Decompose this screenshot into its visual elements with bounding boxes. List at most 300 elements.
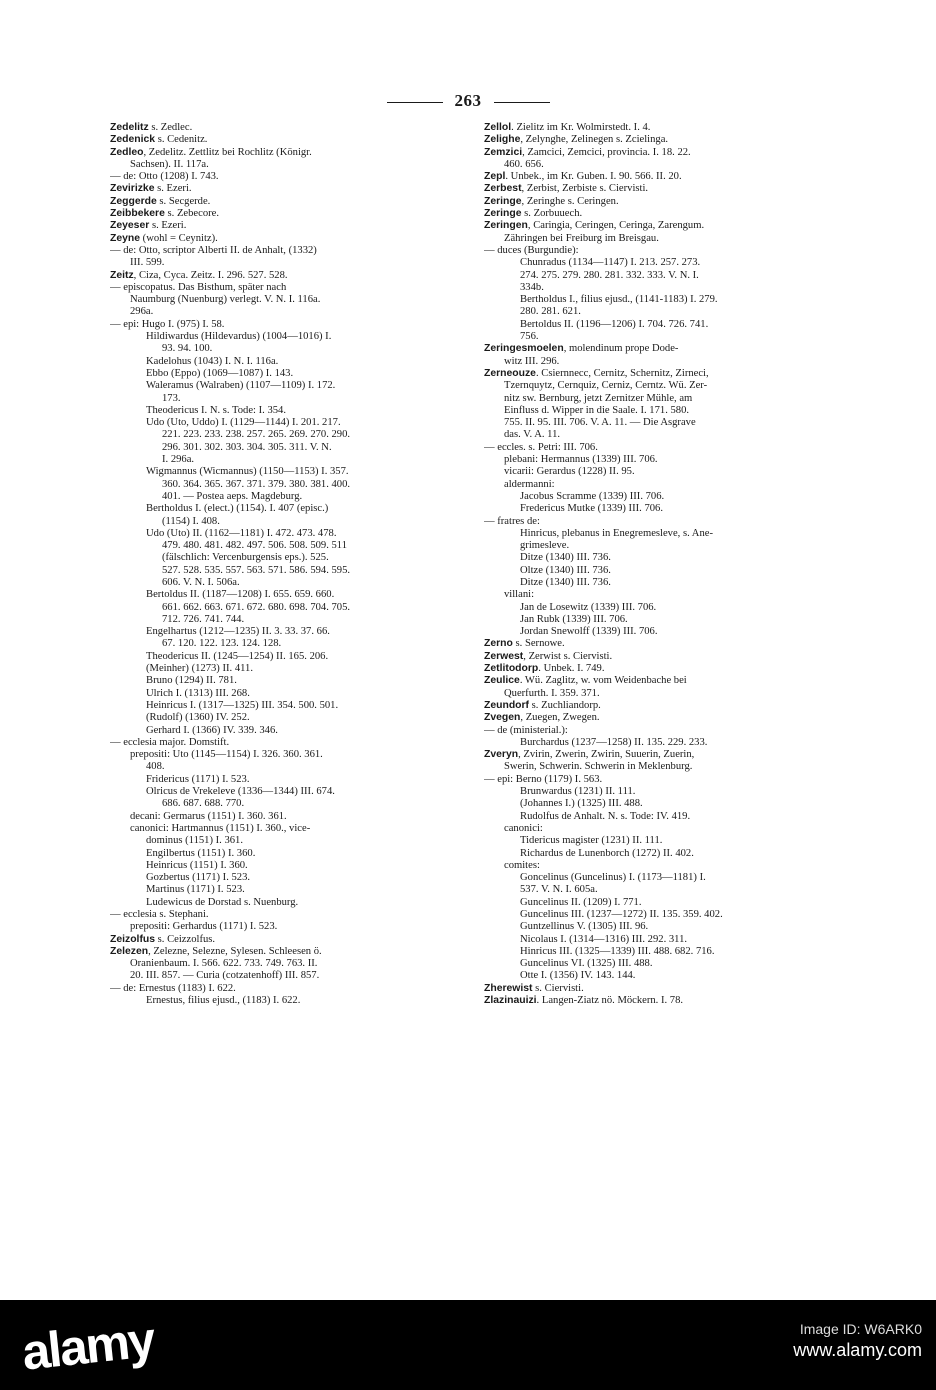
index-line xyxy=(110,872,464,884)
index-line xyxy=(110,183,464,195)
entry-text: Bruno (1294) II. 781. xyxy=(146,675,237,687)
headword: Zeitz xyxy=(110,269,134,281)
index-line xyxy=(110,417,464,429)
entry-text: — de (ministerial.): xyxy=(484,724,568,736)
index-line xyxy=(110,393,464,405)
entry-text: Ludewicus de Dorstad s. Nuenburg. xyxy=(146,896,299,908)
index-line xyxy=(484,712,830,724)
entry-text: Heinricus (1151) I. 360. xyxy=(146,859,248,871)
index-line xyxy=(110,577,464,589)
headword: Zellol xyxy=(484,122,512,133)
entry-text: 756. xyxy=(520,331,539,343)
index-line xyxy=(484,503,830,515)
index-line xyxy=(484,491,830,503)
index-line xyxy=(484,761,830,773)
index-line xyxy=(110,528,464,540)
index-line xyxy=(484,479,830,491)
index-line xyxy=(484,466,830,478)
headword: Zeringen xyxy=(484,220,528,232)
entry-text: 93. 94. 100. xyxy=(162,343,213,355)
headword: Zerno xyxy=(484,638,513,650)
index-line xyxy=(484,626,830,638)
index-line xyxy=(110,134,464,146)
index-line xyxy=(110,589,464,601)
entry-text: prepositi: Gerhardus (1171) I. 523. xyxy=(130,921,278,933)
entry-text: dominus (1151) I. 361. xyxy=(146,835,244,847)
entry-text: Querfurth. I. 359. 371. xyxy=(504,687,600,699)
index-line xyxy=(484,528,830,540)
index-line xyxy=(110,380,464,392)
right-column xyxy=(484,122,830,1007)
entry-text: vicarii: Gerardus (1228) II. 95. xyxy=(504,466,635,478)
entry-text: s. Cedenitz. xyxy=(155,134,208,146)
index-line xyxy=(110,909,464,921)
index-line xyxy=(484,884,830,896)
entry-text: s. Zedlec. xyxy=(148,122,193,133)
index-line xyxy=(484,934,830,946)
index-line xyxy=(484,540,830,552)
index-line xyxy=(484,823,830,835)
entry-text: 67. 120. 122. 123. 124. 128. xyxy=(162,638,282,650)
index-line xyxy=(110,884,464,896)
index-line xyxy=(110,270,464,282)
entry-text: — de: Ernestus (1183) I. 622. xyxy=(110,982,236,994)
entry-text: Hinricus, plebanus in Enegremesleve, s. Ane- xyxy=(520,527,713,539)
index-line xyxy=(484,798,830,810)
headword: Zeringe xyxy=(484,195,522,207)
headword: Zedenick xyxy=(110,134,156,146)
entry-text: Heinricus I. (1317—1325) III. 354. 500. 501. xyxy=(146,699,339,711)
headword: Zemzici xyxy=(484,146,523,158)
entry-text: , Zvirin, Zwerin, Zwirin, Suuerin, Zuerin, xyxy=(518,749,695,761)
entry-text: . Langen-Ziatz nö. Möckern. I. 78. xyxy=(536,995,684,1007)
entry-text: , Caringia, Ceringen, Ceringa, Zarengum. xyxy=(527,220,705,232)
entry-text: Ditze (1340) III. 736. xyxy=(520,576,611,588)
entry-text: Rudolfus de Anhalt. N. s. Tode: IV. 419. xyxy=(520,810,691,822)
entry-text: 334b. xyxy=(520,281,544,293)
index-line xyxy=(484,651,830,663)
site-url: www.alamy.com xyxy=(793,1340,922,1360)
index-line xyxy=(110,725,464,737)
index-line xyxy=(484,331,830,343)
index-line xyxy=(110,798,464,810)
index-line xyxy=(484,897,830,909)
index-line xyxy=(484,294,830,306)
entry-text: 274. 275. 279. 280. 281. 332. 333. V. N. I. xyxy=(520,269,699,281)
entry-text: Guntzellinus V. (1305) III. 96. xyxy=(520,921,649,933)
entry-text: — fratres de: xyxy=(484,515,540,527)
index-line xyxy=(484,577,830,589)
entry-text: — ecclesia major. Domstift. xyxy=(110,736,230,748)
headword: Zlazinauizi xyxy=(484,995,537,1007)
index-line xyxy=(110,823,464,835)
entry-text: , Zamcici, Zemcici, provincia. I. 18. 22. xyxy=(522,146,691,158)
index-line xyxy=(484,700,830,712)
index-line xyxy=(110,257,464,269)
index-line xyxy=(110,319,464,331)
entry-text: s. Ciervisti. xyxy=(532,982,584,994)
entry-text: 686. 687. 688. 770. xyxy=(162,798,245,810)
headword: Zeundorf xyxy=(484,699,530,711)
headword: Zedelitz xyxy=(110,122,149,133)
headword: Zeyeser xyxy=(110,220,150,232)
entry-text: Guncelinus III. (1237—1272) II. 135. 359. 402. xyxy=(520,909,723,920)
image-id-block xyxy=(793,1321,922,1361)
entry-text: s. Ezeri. xyxy=(154,183,192,195)
index-line xyxy=(110,614,464,626)
index-line xyxy=(484,860,830,872)
index-line xyxy=(110,565,464,577)
entry-text: Goncelinus (Guncelinus) I. (1173—1181) I. xyxy=(520,872,706,884)
headword: Zeringe xyxy=(484,208,522,220)
index-line xyxy=(110,245,464,257)
index-line xyxy=(484,638,830,650)
entry-text: (wohl = Ceynitz). xyxy=(140,232,218,244)
entry-text: witz III. 296. xyxy=(504,355,560,367)
index-line xyxy=(484,589,830,601)
entry-text: s. Zebecore. xyxy=(164,208,219,220)
entry-text: Bertoldus II. (1187—1208) I. 655. 659. 660. xyxy=(146,589,335,601)
entry-text: Bertholdus I. (elect.) (1154). I. 407 (episc.) xyxy=(146,503,329,515)
entry-text: (Rudolf) (1360) IV. 252. xyxy=(146,712,250,724)
index-line xyxy=(484,774,830,786)
headword: Zerneouze xyxy=(484,367,536,379)
index-line xyxy=(484,872,830,884)
entry-text: (Meinher) (1273) II. 411. xyxy=(146,663,253,675)
entry-text: Einfluss d. Wipper in die Saale. I. 171. 580. xyxy=(504,404,690,416)
headword: Zeizolfus xyxy=(110,933,156,945)
index-line xyxy=(484,983,830,995)
index-line xyxy=(110,540,464,552)
index-line xyxy=(110,626,464,638)
index-line xyxy=(484,688,830,700)
entry-text: Ebbo (Eppo) (1069—1087) I. 143. xyxy=(146,367,294,379)
index-line xyxy=(484,675,830,687)
entry-text: Hildiwardus (Hildevardus) (1004—1016) I. xyxy=(146,331,332,343)
index-line xyxy=(484,196,830,208)
index-line xyxy=(484,147,830,159)
headword: Zeibbekere xyxy=(110,208,165,220)
index-line xyxy=(110,405,464,417)
index-line xyxy=(484,516,830,528)
entry-text: 20. III. 857. — Curia (cotzatenhoff) III. 857. xyxy=(130,970,320,982)
index-line xyxy=(110,466,464,478)
index-line xyxy=(110,638,464,650)
index-line xyxy=(110,454,464,466)
entry-text: III. 599. xyxy=(130,257,165,269)
headword: Zerwest xyxy=(484,650,524,662)
index-line xyxy=(110,970,464,982)
index-line xyxy=(110,233,464,245)
index-line xyxy=(110,749,464,761)
index-line xyxy=(484,946,830,958)
entry-text: Ernestus, filius ejusd., (1183) I. 622. xyxy=(146,995,301,1007)
entry-text: , Zelynghe, Zelinegen s. Zcielinga. xyxy=(520,134,669,146)
index-line xyxy=(110,737,464,749)
entry-text: Bertoldus II. (1196—1206) I. 704. 726. 741. xyxy=(520,318,709,330)
entry-text: . Wü. Zaglitz, w. vom Weidenbache bei xyxy=(519,675,687,687)
index-line xyxy=(484,245,830,257)
index-line xyxy=(484,220,830,232)
index-line xyxy=(110,651,464,663)
entry-text: prepositi: Uto (1145—1154) I. 326. 360. 361. xyxy=(130,749,323,761)
index-line xyxy=(110,663,464,675)
index-line xyxy=(110,848,464,860)
headword: Zetlitodorp xyxy=(484,663,539,675)
entry-text: , Zelezne, Selezne, Sylesen. Schleesen ö. xyxy=(148,945,322,957)
index-line xyxy=(110,331,464,343)
entry-text: das. V. A. 11. xyxy=(504,429,561,441)
entry-text: Guncelinus VI. (1325) III. 488. xyxy=(520,958,653,970)
index-line xyxy=(484,257,830,269)
index-line xyxy=(484,454,830,466)
index-line xyxy=(110,479,464,491)
left-column xyxy=(110,122,464,1007)
page-number: 263 xyxy=(0,91,936,111)
index-line xyxy=(484,122,830,134)
entry-text: , Zerbist, Zerbiste s. Ciervisti. xyxy=(521,183,649,195)
index-line xyxy=(484,393,830,405)
index-line xyxy=(484,208,830,220)
index-line xyxy=(484,183,830,195)
entry-text: Chunradus (1134—1147) I. 213. 257. 273. xyxy=(520,257,701,269)
headword: Zerbest xyxy=(484,183,522,195)
entry-text: 755. II. 95. III. 706. V. A. 11. — Die Asgrave xyxy=(504,417,696,429)
headword: Zeyne xyxy=(110,232,141,244)
entry-text: Ulrich I. (1313) III. 268. xyxy=(146,687,250,699)
entry-text: 360. 364. 365. 367. 371. 379. 380. 381. 400. xyxy=(162,478,351,490)
index-line xyxy=(484,737,830,749)
index-line xyxy=(484,270,830,282)
index-line xyxy=(110,934,464,946)
entry-text: — epi: Berno (1179) I. 563. xyxy=(484,773,603,785)
index-line xyxy=(110,688,464,700)
index-line xyxy=(110,516,464,528)
entry-text: decani: Germarus (1151) I. 360. 361. xyxy=(130,810,287,822)
entry-text: 479. 480. 481. 482. 497. 506. 508. 509. 511 xyxy=(162,540,347,552)
entry-text: Brunwardus (1231) II. 111. xyxy=(520,786,636,798)
entry-text: . Unbek., im Kr. Guben. I. 90. 566. II. 20. xyxy=(505,171,682,183)
index-line xyxy=(110,491,464,503)
index-line xyxy=(484,614,830,626)
index-line xyxy=(110,356,464,368)
entry-text: Olricus de Vrekeleve (1336—1344) III. 674. xyxy=(146,786,335,798)
entry-text: Jan Rubk (1339) III. 706. xyxy=(520,613,628,625)
entry-text: s. Sernowe. xyxy=(512,638,565,650)
entry-text: — epi: Hugo I. (975) I. 58. xyxy=(110,318,225,330)
index-line xyxy=(484,159,830,171)
entry-text: 661. 662. 663. 671. 672. 680. 698. 704. 705. xyxy=(162,601,351,613)
entry-text: Nicolaus I. (1314—1316) III. 292. 311. xyxy=(520,933,688,945)
index-line xyxy=(484,811,830,823)
entry-text: Jacobus Scramme (1339) III. 706. xyxy=(520,490,665,502)
entry-text: s. Secgerde. xyxy=(156,195,211,207)
index-line xyxy=(484,725,830,737)
entry-text: Guncelinus II. (1209) I. 771. xyxy=(520,896,642,908)
alamy-logo: alamy xyxy=(19,1311,157,1381)
index-line xyxy=(484,134,830,146)
entry-text: villani: xyxy=(504,589,535,601)
entry-text: — ecclesia s. Stephani. xyxy=(110,909,209,920)
index-line xyxy=(484,958,830,970)
entry-text: s. Ceizzolfus. xyxy=(155,933,216,945)
index-line xyxy=(110,208,464,220)
entry-text: Ditze (1340) III. 736. xyxy=(520,552,611,564)
entry-text: Sachsen). II. 117a. xyxy=(130,158,209,170)
index-line xyxy=(484,356,830,368)
index-line xyxy=(484,848,830,860)
entry-text: 606. V. N. I. 506a. xyxy=(162,576,240,588)
entry-text: grimesleve. xyxy=(520,540,570,552)
entry-text: Gerhard I. (1366) IV. 339. 346. xyxy=(146,724,278,736)
entry-text: Waleramus (Walraben) (1107—1109) I. 172. xyxy=(146,380,336,392)
entry-text: Jordan Snewolff (1339) III. 706. xyxy=(520,626,658,638)
entry-text: , Zeringhe s. Ceringen. xyxy=(521,195,619,207)
entry-text: canonici: xyxy=(504,822,543,834)
index-line xyxy=(110,343,464,355)
index-line xyxy=(110,786,464,798)
entry-text: Burchardus (1237—1258) II. 135. 229. 233. xyxy=(520,736,708,748)
entry-text: , Zuegen, Zwegen. xyxy=(520,712,600,724)
index-line xyxy=(484,565,830,577)
entry-text: Gozbertus (1171) I. 523. xyxy=(146,872,251,884)
index-line xyxy=(484,405,830,417)
entry-text: , Ciza, Cyca. Zeitz. I. 296. 527. 528. xyxy=(133,269,288,281)
entry-text: I. 296a. xyxy=(162,454,195,466)
entry-text: Richardus de Lunenborch (1272) II. 402. xyxy=(520,847,694,859)
headword: Zeringesmoelen xyxy=(484,343,564,355)
index-line xyxy=(110,946,464,958)
entry-text: Otte I. (1356) IV. 143. 144. xyxy=(520,970,636,982)
index-line xyxy=(484,429,830,441)
entry-text: Engilbertus (1151) I. 360. xyxy=(146,847,256,859)
index-line xyxy=(110,761,464,773)
entry-text: , Zerwist s. Ciervisti. xyxy=(523,650,613,662)
entry-text: comites: xyxy=(504,859,540,871)
headword: Zelighe xyxy=(484,134,521,146)
entry-text: . Csiernnecc, Cernitz, Schernitz, Zirneci, xyxy=(535,367,709,379)
entry-text: Udo (Uto, Uddo) I. (1129—1144) I. 201. 217. xyxy=(146,417,341,429)
index-line xyxy=(484,417,830,429)
index-line xyxy=(110,995,464,1007)
entry-text: s. Ezeri. xyxy=(149,220,187,232)
index-line xyxy=(484,343,830,355)
entry-text: aldermanni: xyxy=(504,478,555,490)
index-line xyxy=(484,921,830,933)
entry-text: 537. V. N. I. 605a. xyxy=(520,884,598,896)
index-line xyxy=(110,774,464,786)
entry-text: Naumburg (Nuenburg) verlegt. V. N. I. 116a. xyxy=(130,294,321,306)
entry-text: Zähringen bei Freiburg im Breisgau. xyxy=(504,232,659,244)
index-line xyxy=(484,306,830,318)
index-line xyxy=(484,282,830,294)
index-line xyxy=(484,552,830,564)
index-line xyxy=(110,147,464,159)
index-line xyxy=(110,442,464,454)
entry-text: 296a. xyxy=(130,306,154,318)
entry-text: Oranienbaum. I. 566. 622. 733. 749. 763. II. xyxy=(130,958,318,970)
entry-text: Wigmannus (Wicmannus) (1150—1153) I. 357. xyxy=(146,466,349,478)
entry-text: Oltze (1340) III. 736. xyxy=(520,564,611,576)
index-line xyxy=(110,552,464,564)
index-line xyxy=(110,220,464,232)
headword: Zevirizke xyxy=(110,183,155,195)
index-line xyxy=(110,602,464,614)
watermark-footer xyxy=(0,1300,936,1390)
index-line xyxy=(484,442,830,454)
entry-text: s. Zorbuuech. xyxy=(521,208,583,220)
index-line xyxy=(484,909,830,921)
index-line xyxy=(484,835,830,847)
index-line xyxy=(110,712,464,724)
index-line xyxy=(484,171,830,183)
index-line xyxy=(110,983,464,995)
entry-text: (Johannes I.) (1325) III. 488. xyxy=(520,798,643,810)
entry-text: Bertholdus I., filius ejusd., (1141-1183) I. 279. xyxy=(520,294,718,306)
index-line xyxy=(110,700,464,712)
index-line xyxy=(110,860,464,872)
index-line xyxy=(484,319,830,331)
entry-text: — de: Otto, scriptor Alberti II. de Anhalt, (1332) xyxy=(110,244,317,256)
index-line xyxy=(110,675,464,687)
entry-text: 460. 656. xyxy=(504,158,544,170)
entry-text: 173. xyxy=(162,392,181,404)
entry-text: Theodericus II. (1245—1254) II. 165. 206. xyxy=(146,650,329,662)
index-line xyxy=(110,306,464,318)
entry-text: Theodericus I. N. s. Tode: I. 354. xyxy=(146,404,286,416)
headword: Zelezen xyxy=(110,945,149,957)
entry-text: nitz sw. Bernburg, jetzt Zernitzer Mühle, am xyxy=(504,392,693,404)
entry-text: Tidericus magister (1231) II. 111. xyxy=(520,835,663,847)
index-line xyxy=(110,294,464,306)
entry-text: Swerin, Schwerin. Schwerin in Meklenburg. xyxy=(504,761,693,773)
headword: Zveryn xyxy=(484,749,519,761)
entry-text: , Zedelitz. Zettlitz bei Rochlitz (Königr. xyxy=(143,146,312,158)
entry-text: Engelhartus (1212—1235) II. 3. 33. 37. 66. xyxy=(146,626,330,638)
entry-text: — duces (Burgundie): xyxy=(484,244,579,256)
entry-text: canonici: Hartmannus (1151) I. 360., vice- xyxy=(130,822,311,834)
entry-text: Jan de Losewitz (1339) III. 706. xyxy=(520,601,657,613)
index-line xyxy=(110,921,464,933)
entry-text: Hinricus III. (1325—1339) III. 488. 682. 716. xyxy=(520,945,715,957)
entry-text: 296. 301. 302. 303. 304. 305. 311. V. N. xyxy=(162,441,332,453)
entry-text: 712. 726. 741. 744. xyxy=(162,613,245,625)
index-line xyxy=(110,897,464,909)
index-line xyxy=(110,122,464,134)
image-id: Image ID: W6ARK0 xyxy=(799,1321,922,1337)
entry-text: — eccles. s. Petri: III. 706. xyxy=(484,441,598,453)
entry-text: 527. 528. 535. 557. 563. 571. 586. 594. 595. xyxy=(162,564,351,576)
entry-text: Tzernquytz, Cernquiz, Cerniz, Cerntz. Wü. Zer- xyxy=(504,380,708,392)
index-line xyxy=(110,503,464,515)
index-line xyxy=(484,663,830,675)
headword: Zedleo xyxy=(110,146,144,158)
entry-text: , molendinum prope Dode- xyxy=(563,343,679,355)
headword: Zeulice xyxy=(484,675,520,687)
headword: Zvegen xyxy=(484,712,521,724)
entry-text: s. Zuchliandorp. xyxy=(529,699,601,711)
index-line xyxy=(484,380,830,392)
entry-text: Kadelohus (1043) I. N. I. 116a. xyxy=(146,355,279,367)
index-line xyxy=(484,995,830,1007)
entry-text: 408. xyxy=(146,761,165,773)
entry-text: (fälschlich: Vercenburgensis eps.). 525. xyxy=(162,552,329,564)
entry-text: . Zielitz im Kr. Wolmirstedt. I. 4. xyxy=(511,122,651,133)
index-line xyxy=(484,786,830,798)
entry-text: — de: Otto (1208) I. 743. xyxy=(110,171,219,183)
index-line xyxy=(110,429,464,441)
index-line xyxy=(110,196,464,208)
